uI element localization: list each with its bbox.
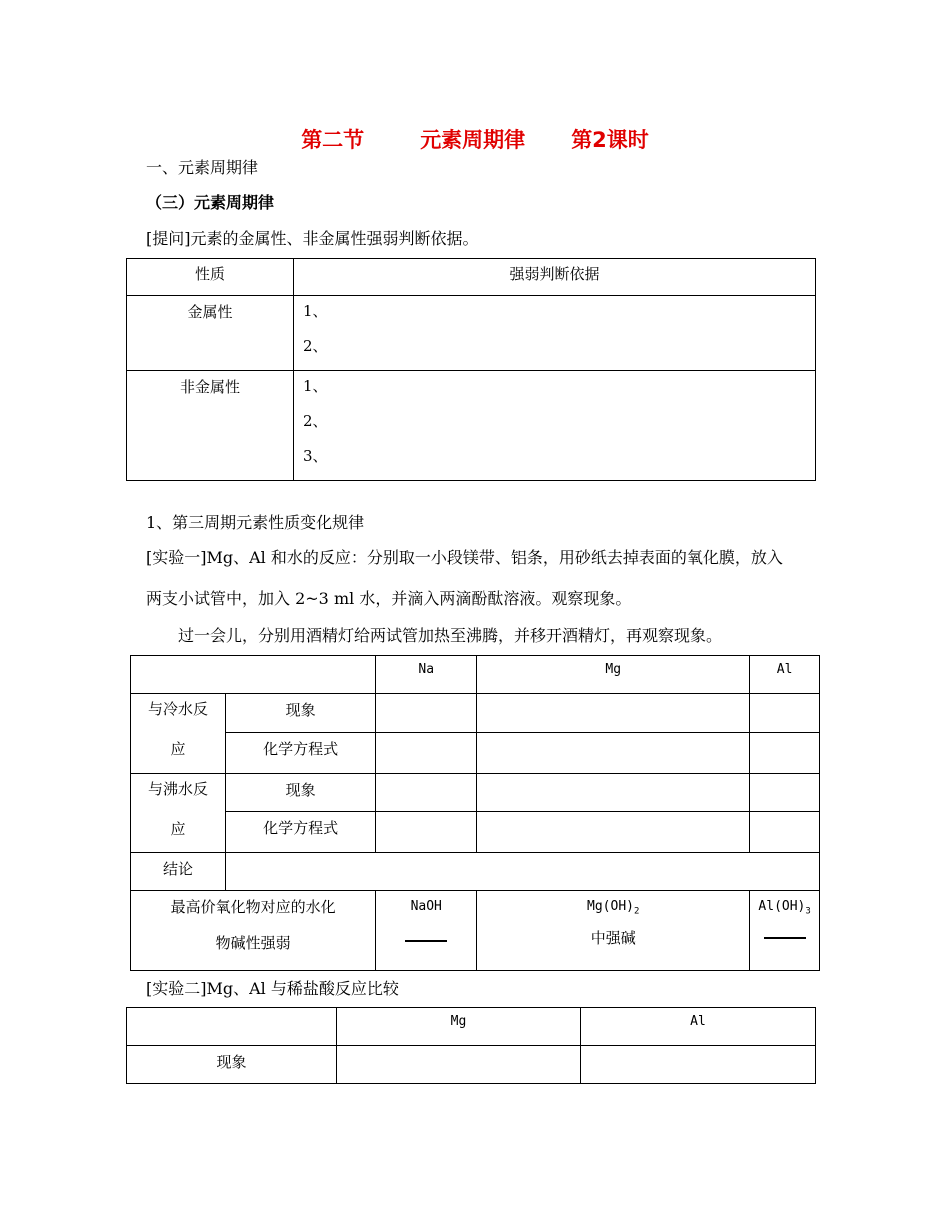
blank-line [405, 940, 447, 942]
cell [337, 1046, 581, 1084]
header-property: 性质 [127, 259, 294, 296]
aloh-cell [750, 891, 820, 971]
col-mg: Mg [337, 1008, 581, 1046]
conclusion-cell [226, 853, 820, 891]
col-na: Na [376, 656, 477, 694]
row-nonmetal-items [294, 371, 816, 481]
hydroxide-line2: 物碱性强弱 [215, 934, 291, 952]
blank-line [764, 937, 806, 939]
acid-reaction-table [126, 1007, 816, 1084]
header-criteria: 强弱判断依据 [294, 259, 816, 296]
cell [477, 733, 750, 774]
cell [477, 694, 750, 733]
cell [750, 812, 820, 853]
row-nonmetal-label: 非金属性 [127, 371, 294, 481]
cell [750, 733, 820, 774]
hydroxide-line1: 最高价氧化物对应的水化 [170, 898, 336, 916]
mgoh-text: Mg(OH) [587, 899, 634, 914]
aloh-subscript: 3 [805, 906, 811, 917]
title-topic: 元素周期律 [420, 128, 526, 152]
mgoh-formula [477, 899, 749, 917]
boil-water-line2: 应 [170, 820, 186, 838]
hydroxide-label [131, 891, 376, 971]
cold-equation: 化学方程式 [226, 733, 376, 774]
nonmetal-item: 1、 [303, 377, 328, 395]
col-al: Al [750, 656, 820, 694]
boil-equation: 化学方程式 [226, 812, 376, 853]
criteria-table [126, 258, 816, 481]
cell [750, 774, 820, 812]
cold-water-label [131, 694, 226, 774]
col-al: Al [581, 1008, 816, 1046]
experiment1-line3: 过一会儿，分别用酒精灯给两试管加热至沸腾，并移开酒精灯，再观察现象。 [178, 626, 723, 645]
title-lesson: 第2课时 [571, 128, 649, 152]
naoh-cell [376, 891, 477, 971]
cell [750, 694, 820, 733]
naoh-formula: NaOH [410, 899, 442, 914]
empty-corner [131, 656, 376, 694]
conclusion-label: 结论 [131, 853, 226, 891]
cold-phenomenon: 现象 [226, 694, 376, 733]
empty-corner [127, 1008, 337, 1046]
cold-water-line2: 应 [170, 740, 186, 758]
experiment2-title: [实验二]Mg、Al 与稀盐酸反应比较 [146, 979, 399, 998]
cell [477, 774, 750, 812]
cell [376, 774, 477, 812]
page-title [0, 124, 950, 154]
cell [376, 812, 477, 853]
metal-item: 2、 [303, 337, 328, 355]
row-metal-label: 金属性 [127, 296, 294, 371]
cell [581, 1046, 816, 1084]
mgoh-cell [477, 891, 750, 971]
nonmetal-item: 3、 [303, 447, 328, 465]
experiment1-line2: 两支小试管中，加入 2~3 ml 水，并滴入两滴酚酞溶液。观察现象。 [146, 589, 632, 608]
cold-water-line1: 与冷水反 [147, 700, 208, 718]
boil-phenomenon: 现象 [226, 774, 376, 812]
col-mg: Mg [477, 656, 750, 694]
cell [376, 733, 477, 774]
heading-1: 一、元素周期律 [146, 158, 259, 177]
question-text: [提问]元素的金属性、非金属性强弱判断依据。 [146, 229, 479, 248]
experiment1-line1: [实验一]Mg、Al 和水的反应：分别取一小段镁带、铝条，用砂纸去掉表面的氧化膜，放入 [146, 548, 783, 567]
aloh-text: Al(OH) [758, 899, 806, 914]
boil-water-line1: 与沸水反 [147, 780, 208, 798]
heading-2: （三）元素周期律 [146, 193, 275, 212]
section-title: 1、第三周期元素性质变化规律 [146, 513, 365, 532]
boil-water-label [131, 774, 226, 853]
aloh-formula [750, 899, 819, 917]
cell [376, 694, 477, 733]
mgoh-subscript: 2 [634, 906, 640, 917]
acid-phenomenon: 现象 [127, 1046, 337, 1084]
cell [477, 812, 750, 853]
nonmetal-item: 2、 [303, 412, 328, 430]
mgoh-strength: 中强碱 [590, 928, 636, 947]
metal-item: 1、 [303, 302, 328, 320]
row-metal-items [294, 296, 816, 371]
title-section: 第二节 [301, 128, 365, 152]
water-reaction-table [130, 655, 820, 971]
